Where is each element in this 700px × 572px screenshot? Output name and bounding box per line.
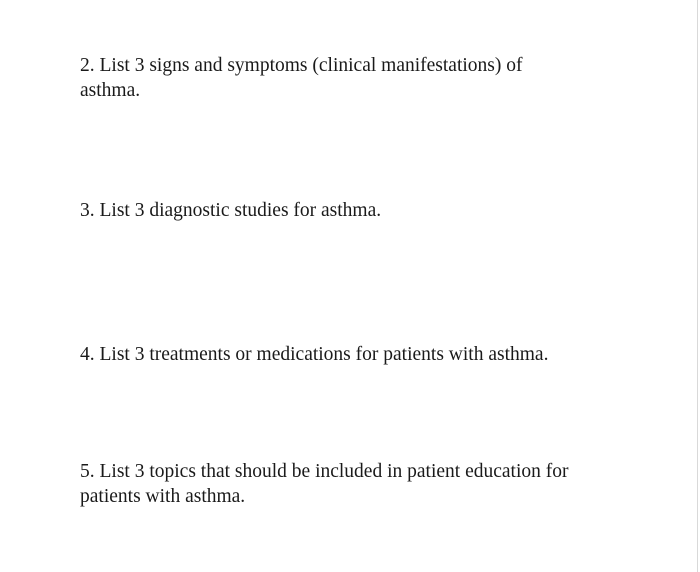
question-5: 5. List 3 topics that should be included in patient education for patients with asthma. [80, 461, 569, 507]
question-4: 4. List 3 treatments or medications for patients with asthma. [80, 344, 549, 365]
question-3: 3. List 3 diagnostic studies for asthma. [80, 200, 382, 221]
question-2: 2. List 3 signs and symptoms (clinical manifestations) of asthma. [80, 55, 523, 101]
page-edge-divider [697, 0, 698, 572]
